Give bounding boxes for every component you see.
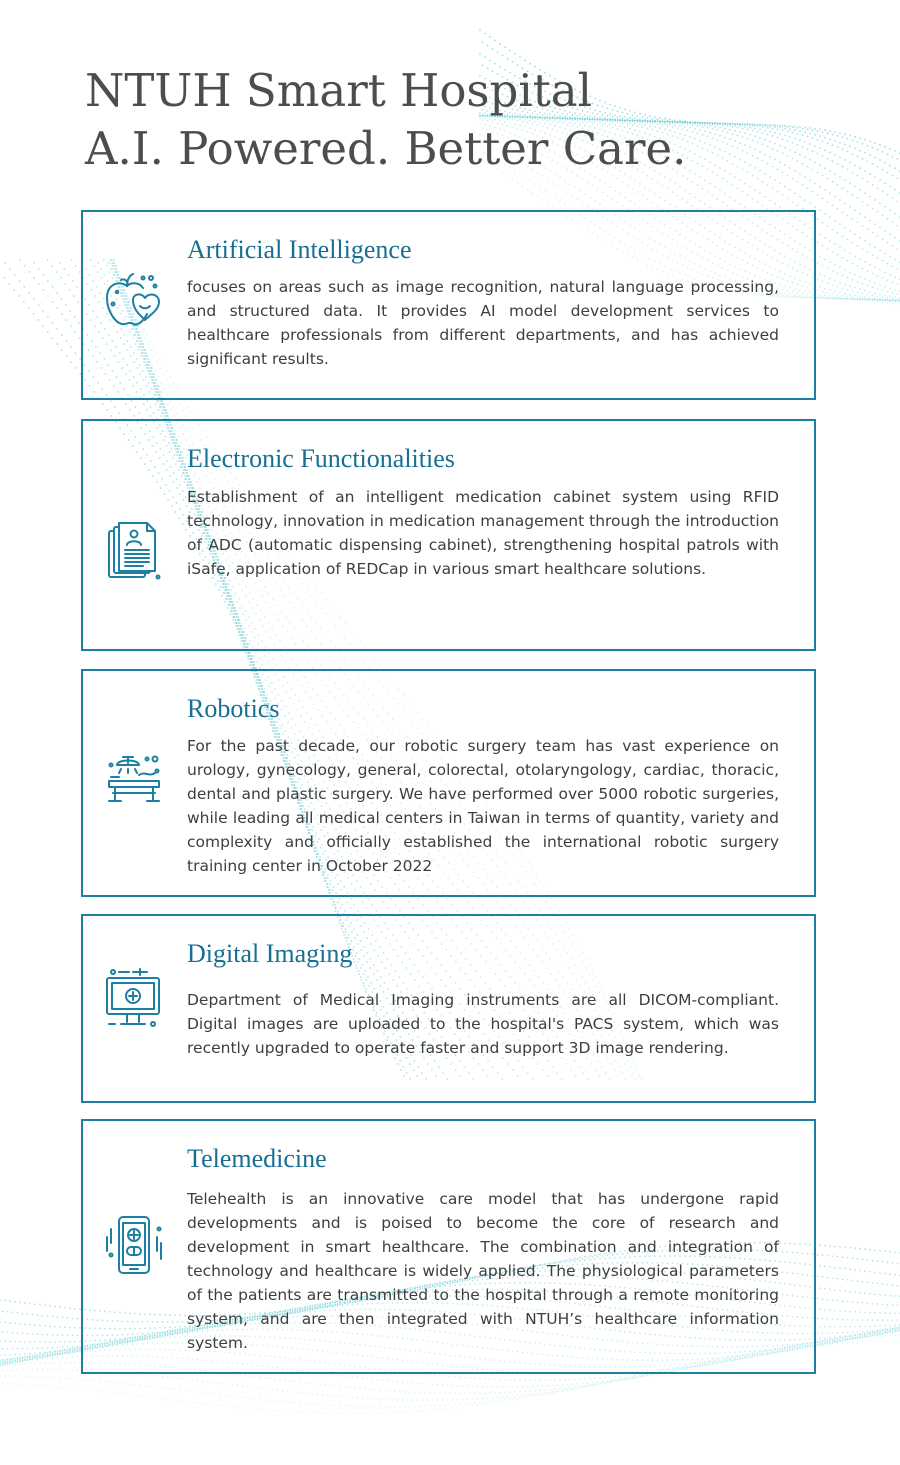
section-title: Digital Imaging xyxy=(187,939,353,968)
surgical-robot-icon xyxy=(103,751,165,813)
section-card-telemedicine xyxy=(81,1119,816,1374)
section-card-electronic-functionalities xyxy=(81,419,816,651)
apple-heart-icon xyxy=(103,270,165,332)
section-body: For the past decade, our robotic surgery team has vast experience on urology, gynecology, general, colorectal, otolaryngology, cardiac, thoracic, dental and plastic surgery. We have performed over 5000 robotic surgeries, while leading all medical centers in Taiwan in terms of quantity, variety and complexity and officially established the international robotic surgery training center in October 2022 xyxy=(187,737,779,875)
section-card-artificial-intelligence xyxy=(81,210,816,400)
title-line-2: A.I. Powered. Better Care. xyxy=(85,122,687,175)
section-title: Electronic Functionalities xyxy=(187,444,455,473)
section-title: Telemedicine xyxy=(187,1144,327,1173)
section-body: focuses on areas such as image recognition, natural language processing, and structured data. It provides AI model development services to healthcare professionals from different departments, and has achieved significant results. xyxy=(187,278,779,368)
medical-monitor-icon xyxy=(103,968,165,1030)
section-title: Artificial Intelligence xyxy=(187,235,412,264)
section-title: Robotics xyxy=(187,694,280,723)
medical-records-icon xyxy=(103,521,165,583)
section-card-robotics xyxy=(81,669,816,897)
title-line-1: NTUH Smart Hospital xyxy=(85,64,593,117)
section-card-digital-imaging xyxy=(81,914,816,1103)
section-body: Establishment of an intelligent medication cabinet system using RFID technology, innovation in medication management through the introduction of ADC (automatic dispensing cabinet), strengthening hospital patrols with iSafe, application of REDCap in various smart healthcare solutions. xyxy=(187,488,779,578)
section-body: Department of Medical Imaging instruments are all DICOM-compliant. Digital images are uploaded to the hospital's PACS system, which was recently upgraded to operate faster and support 3D image rendering. xyxy=(187,991,779,1057)
medical-smartphone-icon xyxy=(103,1215,165,1277)
page-title xyxy=(85,62,686,178)
section-body: Telehealth is an innovative care model that has undergone rapid developments and is poised to become the core of research and development in smart healthcare. The combination and integration of technology and healthcare is widely applied. The physiological parameters of the patients are transmitted to the hospital through a remote monitoring system, and are then integrated with NTUH’s healthcare information system. xyxy=(187,1190,779,1352)
